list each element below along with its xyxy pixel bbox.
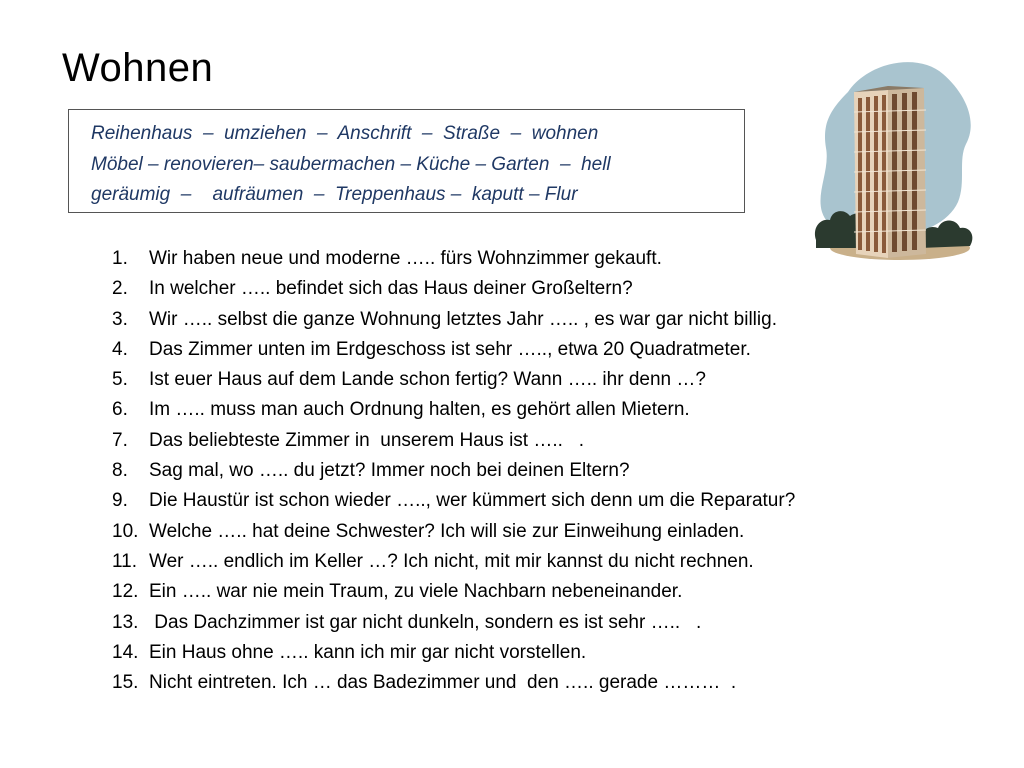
item-number: 14. — [112, 641, 139, 663]
list-item — [112, 335, 1012, 365]
list-item — [112, 456, 1012, 486]
item-number: 8. — [112, 460, 128, 482]
item-number: 5. — [112, 369, 128, 391]
item-number: 10. — [112, 520, 139, 542]
item-text: Nicht eintreten. Ich … das Badezimmer und den ….. gerade ……… . — [149, 672, 737, 694]
item-text: Welche ….. hat deine Schwester? Ich will sie zur Einweihung einladen. — [149, 520, 745, 542]
item-text: Ein Haus ohne ….. kann ich mir gar nicht vorstellen. — [149, 641, 587, 663]
item-number: 2. — [112, 278, 128, 300]
item-text: Im ….. muss man auch Ordnung halten, es gehört allen Mietern. — [149, 399, 690, 421]
list-item — [112, 274, 1012, 304]
item-number: 7. — [112, 429, 128, 451]
item-text: Ist euer Haus auf dem Lande schon fertig? Wann ….. ihr denn …? — [149, 369, 706, 391]
item-text: Das beliebteste Zimmer in unserem Haus ist ….. . — [149, 429, 585, 451]
item-text: Wir haben neue und moderne ….. fürs Wohnzimmer gekauft. — [149, 248, 662, 269]
item-text: Ein ….. war nie mein Traum, zu viele Nachbarn nebeneinander. — [149, 581, 683, 603]
item-number: 15. — [112, 672, 139, 694]
item-number: 13. — [112, 611, 139, 633]
item-number: 1. — [112, 248, 128, 269]
list-item — [112, 395, 1012, 425]
item-number: 6. — [112, 399, 128, 421]
list-item — [112, 638, 1012, 668]
list-item — [112, 577, 1012, 607]
item-text: In welcher ….. befindet sich das Haus deiner Großeltern? — [149, 278, 633, 300]
list-item — [112, 486, 1012, 516]
item-number: 4. — [112, 338, 128, 360]
item-number: 9. — [112, 490, 128, 512]
item-text: Sag mal, wo ….. du jetzt? Immer noch bei deinen Eltern? — [149, 460, 630, 482]
item-number: 11. — [112, 550, 138, 572]
word-bank-box — [68, 109, 745, 213]
list-item — [112, 365, 1012, 395]
list-item — [112, 608, 1012, 638]
list-item — [112, 517, 1012, 547]
item-text: Das Zimmer unten im Erdgeschoss ist sehr ….., etwa 20 Quadratmeter. — [149, 338, 751, 360]
apartment-tower-icon — [808, 52, 978, 268]
item-text: Wer ….. endlich im Keller …? Ich nicht, mit mir kannst du nicht rechnen. — [149, 550, 754, 572]
list-item — [112, 426, 1012, 456]
slide-title: Wohnen — [62, 46, 214, 90]
item-number: 12. — [112, 581, 139, 603]
item-number: 3. — [112, 308, 128, 330]
list-item — [112, 547, 1012, 577]
tower-windows-side — [892, 92, 917, 252]
item-text: Die Haustür ist schon wieder ….., wer kümmert sich denn um die Reparatur? — [149, 490, 796, 512]
list-item — [112, 668, 1012, 698]
item-text: Wir ….. selbst die ganze Wohnung letztes Jahr ….. , es war gar nicht billig. — [149, 308, 777, 330]
word-bank-line-2: Möbel – renovieren– saubermachen – Küche – Garten – hell — [91, 153, 611, 175]
list-item — [112, 244, 1012, 274]
word-bank-line-1: Reihenhaus – umziehen – Anschrift – Straße – wohnen — [91, 123, 599, 144]
word-bank-line-3: geräumig – aufräumen – Treppenhaus – kaputt – Flur — [91, 184, 578, 205]
exercise-list — [112, 244, 1012, 698]
item-text: Das Dachzimmer ist gar nicht dunkeln, sondern es ist sehr ….. . — [149, 611, 702, 633]
list-item — [112, 305, 1012, 335]
